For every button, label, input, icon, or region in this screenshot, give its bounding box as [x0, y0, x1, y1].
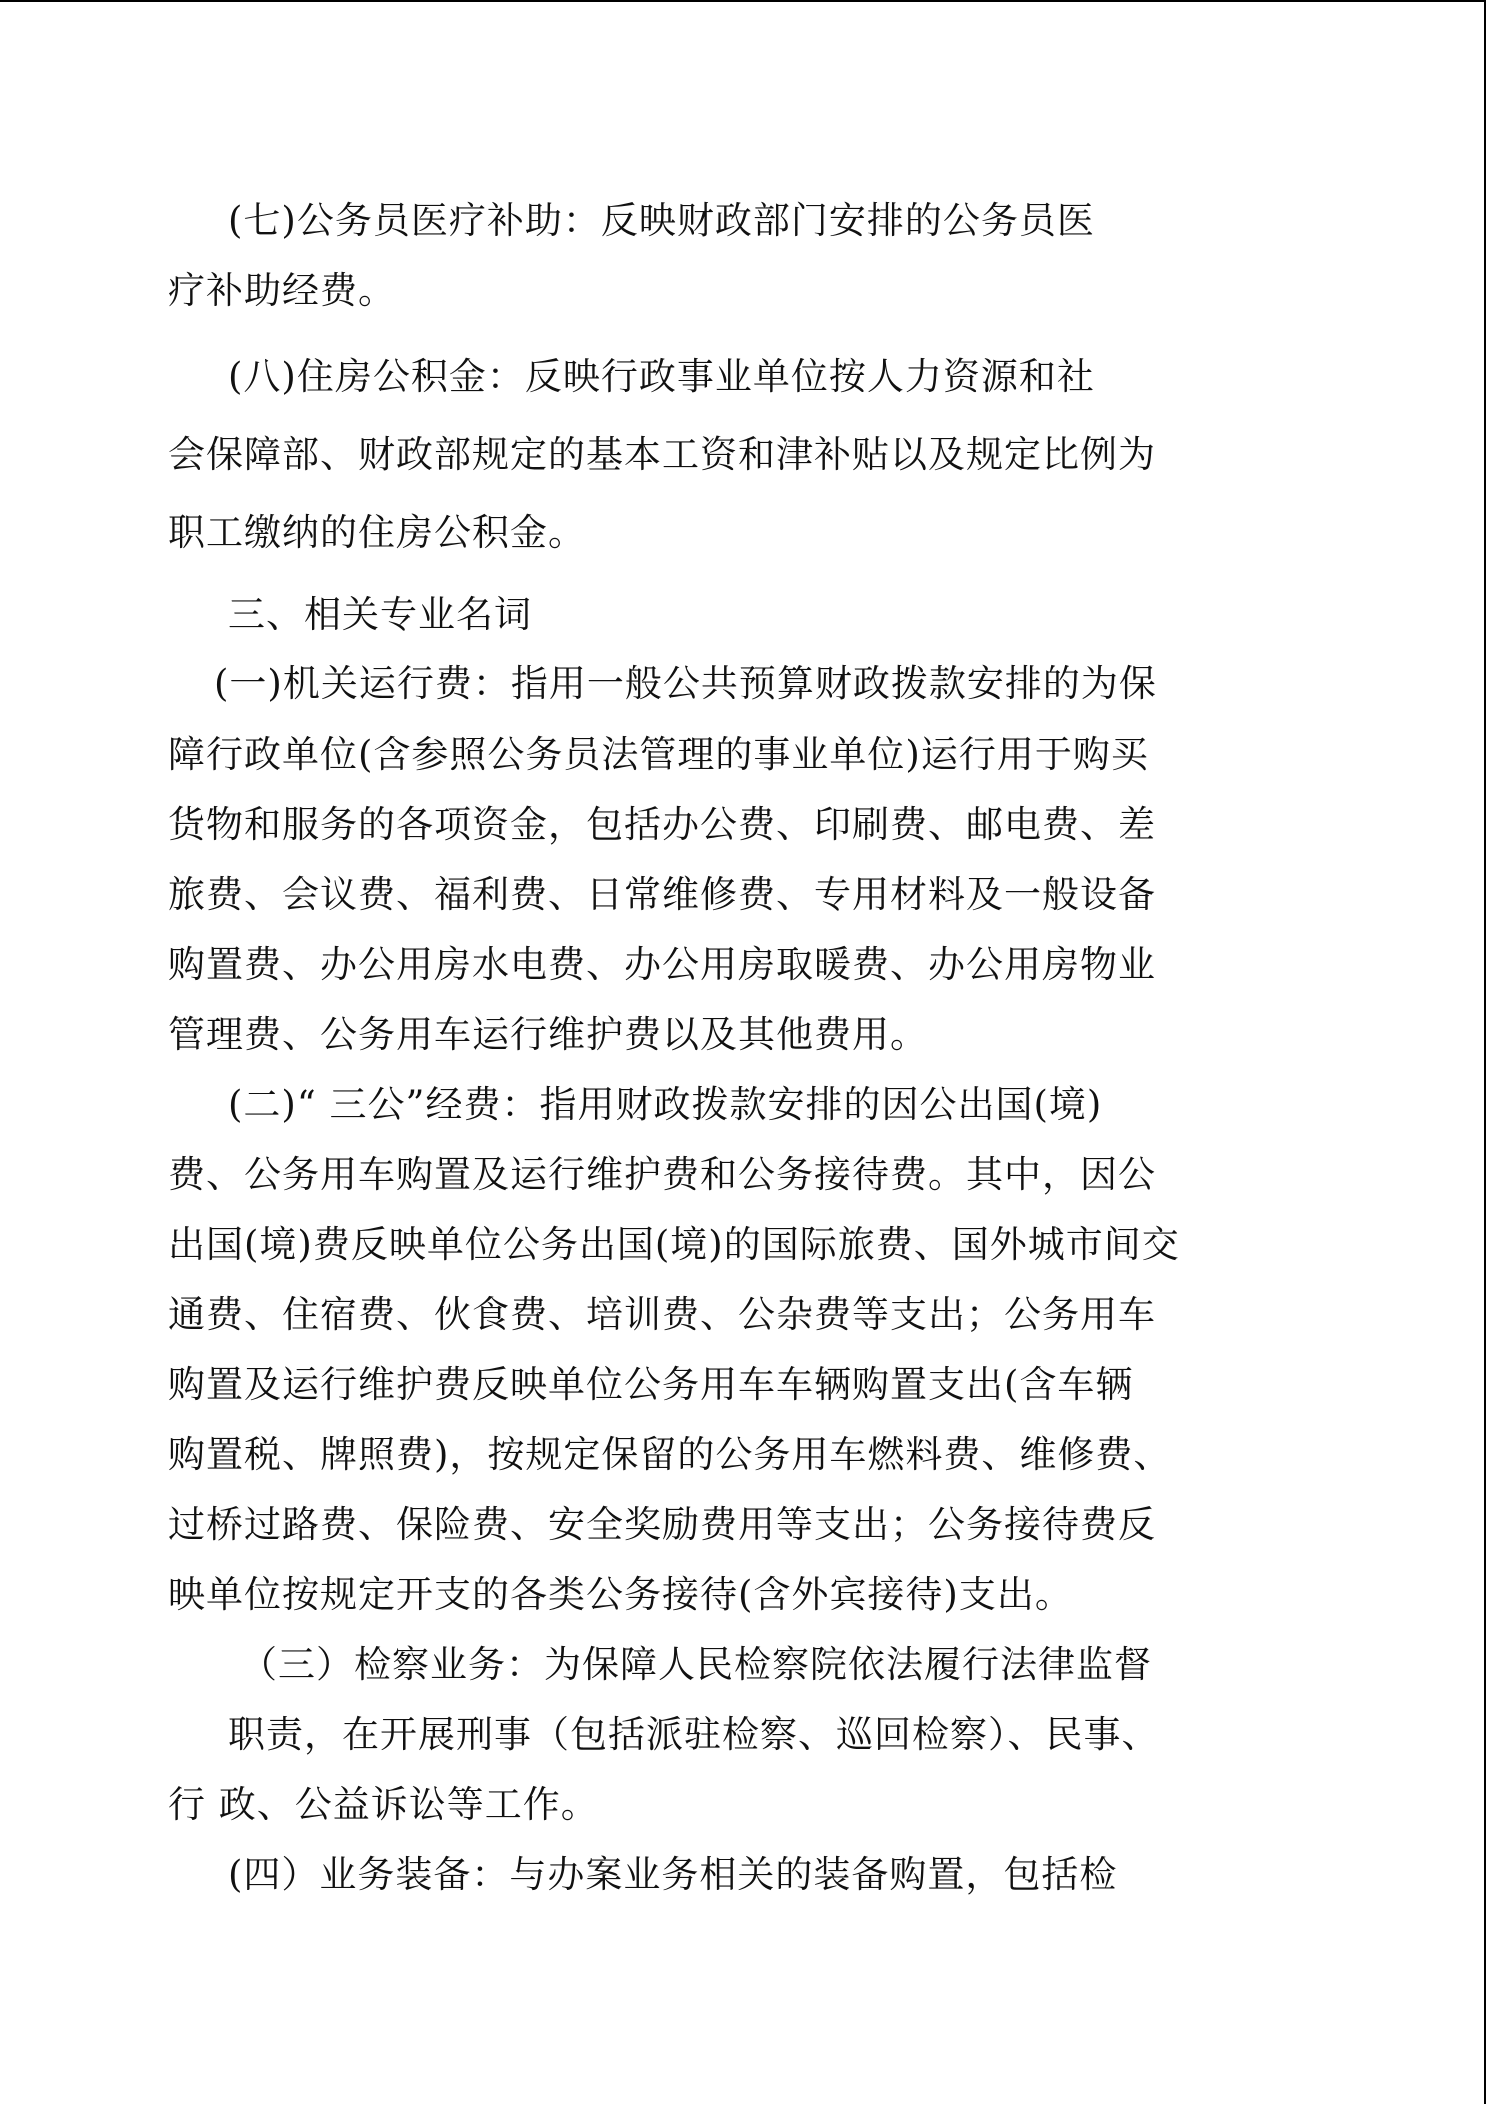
text-line: (八)住房公积金：反映行政事业单位按人力资源和社: [228, 355, 1095, 398]
text-line: 管理费、公务用车运行维护费以及其他费用。: [168, 1013, 928, 1056]
text-line: (四）业务装备：与办案业务相关的装备购置，包括检: [228, 1853, 1118, 1896]
text-line: 购置及运行维护费反映单位公务用车车辆购置支出(含车辆: [168, 1363, 1134, 1406]
text-line: 职责，在开展刑事（包括派驻检察、巡回检察）、民事、: [228, 1713, 1160, 1756]
text-line: 行 政、公益诉讼等工作。: [168, 1783, 599, 1826]
text-line: 货物和服务的各项资金，包括办公费、印刷费、邮电费、差: [168, 803, 1156, 846]
text-line: 疗补助经费。: [168, 269, 396, 312]
text-line: (二)“ 三公”经费：指用财政拨款安排的因公出国(境): [228, 1083, 1103, 1126]
text-line: （三）检察业务：为保障人民检察院依法履行法律监督: [240, 1643, 1152, 1686]
text-line: (七)公务员医疗补助：反映财政部门安排的公务员医: [228, 199, 1095, 242]
text-line: 购置税、牌照费)，按规定保留的公务用车燃料费、维修费、: [168, 1433, 1172, 1476]
text-line: 会保障部、财政部规定的基本工资和津补贴以及规定比例为: [168, 433, 1156, 476]
text-line: (一)机关运行费：指用一般公共预算财政拨款安排的为保: [214, 662, 1157, 705]
text-line: 过桥过路费、保险费、安全奖励费用等支出；公务接待费反: [168, 1503, 1156, 1546]
text-line: 旅费、会议费、福利费、日常维修费、专用材料及一般设备: [168, 873, 1156, 916]
text-line: 障行政单位(含参照公务员法管理的事业单位)运行用于购买: [168, 733, 1149, 776]
text-line: 购置费、办公用房水电费、办公用房取暖费、办公用房物业: [168, 943, 1156, 986]
text-line: 出国(境)费反映单位公务出国(境)的国际旅费、国外城市间交: [168, 1223, 1180, 1266]
text-line: 费、公务用车购置及运行维护费和公务接待费。其中，因公: [168, 1153, 1156, 1196]
section-heading: 三、相关专业名词: [228, 593, 532, 636]
text-line: 职工缴纳的住房公积金。: [168, 511, 586, 554]
text-line: 通费、住宿费、伙食费、培训费、公杂费等支出；公务用车: [168, 1293, 1156, 1336]
text-line: 映单位按规定开支的各类公务接待(含外宾接待)支出。: [168, 1573, 1073, 1616]
